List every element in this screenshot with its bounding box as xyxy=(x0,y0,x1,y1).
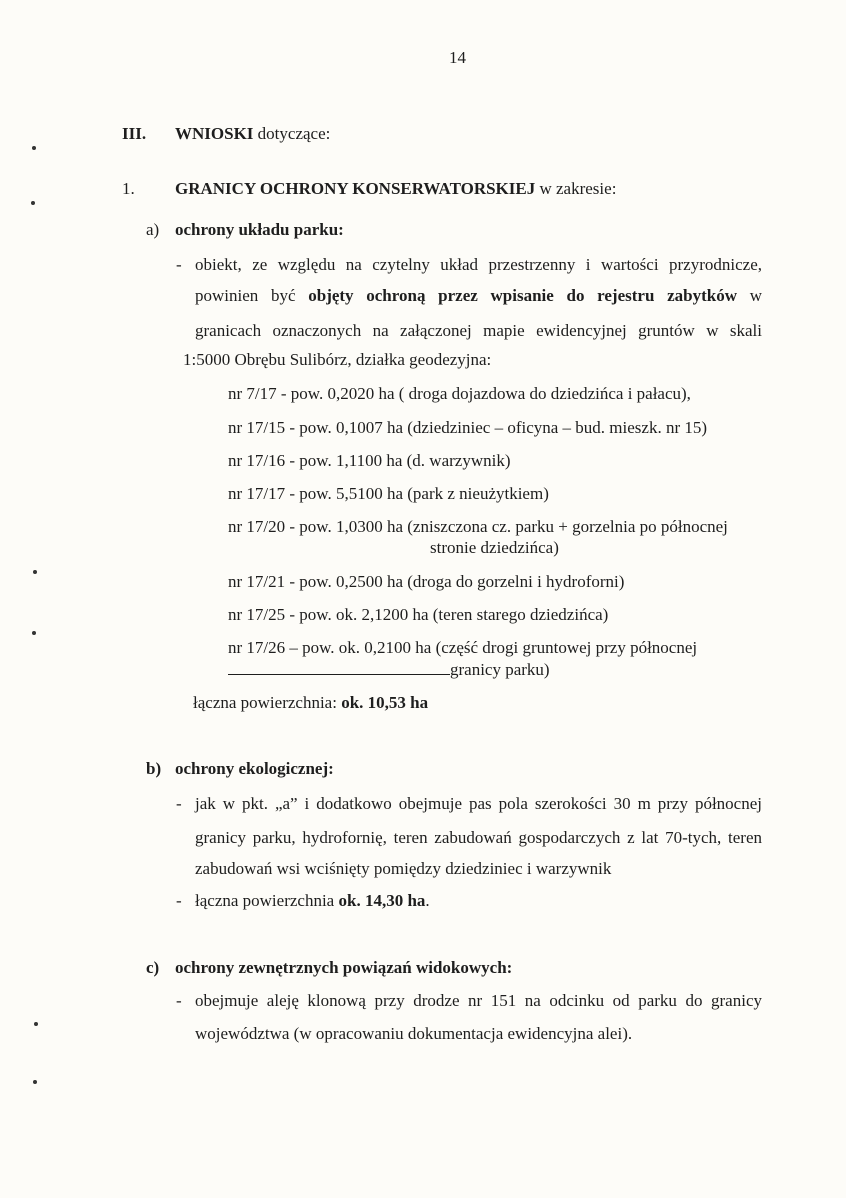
bullet: - xyxy=(176,255,182,274)
sub-b-label: b) xyxy=(146,759,162,778)
total-label: łączna powierzchnia xyxy=(195,891,339,910)
text-span: . xyxy=(425,891,430,910)
paragraph-line: zabudowań wsi wciśnięty pomiędzy dziedziniec i warzywnik xyxy=(195,859,612,878)
parcel-line: nr 17/16 - pow. 1,1100 ha (d. warzywnik) xyxy=(228,451,511,470)
paragraph-line: granicach oznaczonych na załączonej mapie ewidencyjnej gruntów w skali xyxy=(195,321,762,340)
parcel-line: nr 17/21 - pow. 0,2500 ha (droga do gorzelni i hydroforni) xyxy=(228,572,625,591)
paragraph-line: obiekt, ze względu na czytelny układ przestrzenny i wartości przyrodnicze, xyxy=(195,255,762,274)
point-number: 1. xyxy=(122,179,135,198)
scan-speck xyxy=(33,1080,37,1084)
section-heading xyxy=(175,124,330,144)
scan-speck xyxy=(34,1022,38,1026)
scan-speck xyxy=(31,201,35,205)
parcel-line: nr 17/15 - pow. 0,1007 ha (dziedziniec – oficyna – bud. mieszk. nr 15) xyxy=(228,418,708,437)
bullet: - xyxy=(176,794,182,813)
total-area-b xyxy=(195,891,430,911)
scan-speck xyxy=(32,631,36,635)
text-span: granicy parku) xyxy=(450,660,550,679)
section-number: III. xyxy=(122,124,147,143)
total-value: ok. 10,53 ha xyxy=(341,693,429,712)
point-suffix: w zakresie: xyxy=(535,179,617,198)
parcel-line-continuation xyxy=(228,660,550,680)
text-span: w xyxy=(737,286,762,305)
parcel-line: nr 17/25 - pow. ok. 2,1200 ha (teren starego dziedzińca) xyxy=(228,605,609,624)
sub-a-label: a) xyxy=(146,220,160,239)
scan-speck xyxy=(33,570,37,574)
total-value: ok. 14,30 ha xyxy=(338,891,426,910)
section-suffix: dotyczące: xyxy=(253,124,331,143)
underline-rule xyxy=(228,660,450,675)
page-number: 14 xyxy=(449,48,466,67)
scan-speck xyxy=(32,146,36,150)
paragraph-line xyxy=(195,286,762,306)
point-heading xyxy=(175,179,616,199)
paragraph-line: obejmuje aleję klonową przy drodze nr 151 na odcinku od parku do granicy xyxy=(195,991,762,1010)
parcel-line: nr 7/17 - pow. 0,2020 ha ( droga dojazdowa do dziedzińca i pałacu), xyxy=(228,384,691,403)
total-area-a xyxy=(193,693,428,713)
emphasis-text: objęty ochroną przez wpisanie do rejestru zabytków xyxy=(308,286,738,305)
parcel-line: nr 17/20 - pow. 1,0300 ha (zniszczona cz. parku + gorzelnia po północnej xyxy=(228,517,728,536)
parcel-line-continuation: stronie dziedzińca) xyxy=(430,538,559,557)
sub-c-label: c) xyxy=(146,958,160,977)
point-title: GRANICY OCHRONY KONSERWATORSKIEJ xyxy=(175,179,536,198)
parcel-line: nr 17/17 - pow. 5,5100 ha (park z nieużytkiem) xyxy=(228,484,549,503)
paragraph-line: jak w pkt. „a” i dodatkowo obejmuje pas pola szerokości 30 m przy północnej xyxy=(195,794,762,813)
sub-b-title: ochrony ekologicznej: xyxy=(175,759,334,778)
section-title: WNIOSKI xyxy=(175,124,254,143)
total-label: łączna powierzchnia: xyxy=(193,693,342,712)
paragraph-line: granicy parku, hydrofornię, teren zabudowań gospodarczych z lat 70-tych, teren xyxy=(195,828,762,847)
bullet: - xyxy=(176,991,182,1010)
sub-a-title: ochrony układu parku: xyxy=(175,220,344,239)
sub-c-title: ochrony zewnętrznych powiązań widokowych: xyxy=(175,958,513,977)
bullet: - xyxy=(176,891,182,910)
parcel-line: nr 17/26 – pow. ok. 0,2100 ha (część drogi gruntowej przy północnej xyxy=(228,638,698,657)
paragraph-line: 1:5000 Obrębu Sulibórz, działka geodezyjna: xyxy=(183,350,492,369)
paragraph-line: województwa (w opracowaniu dokumentacja ewidencyjna alei). xyxy=(195,1024,633,1043)
text-span: powinien być xyxy=(195,286,309,305)
